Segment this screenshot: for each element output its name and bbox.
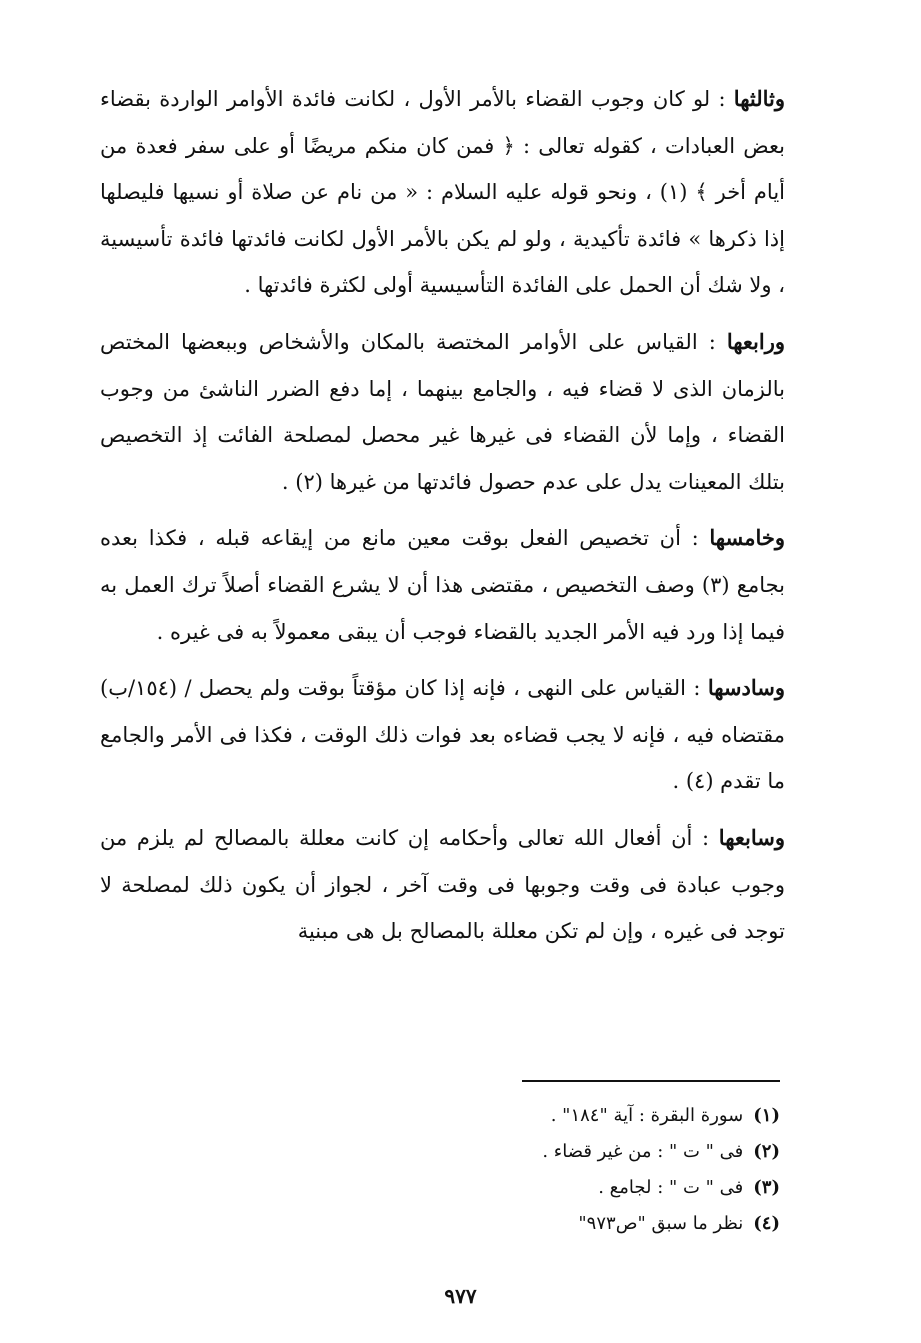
paragraph-fourth (100, 319, 785, 505)
paragraph-fifth (100, 515, 785, 655)
footnote-text: فى " ت " : لجامع . (598, 1177, 744, 1198)
paragraph-lead: وسابعها (718, 824, 785, 850)
paragraph-lead: وثالثها (733, 86, 785, 111)
paragraph-lead: ورابعها (726, 328, 785, 354)
footnote-number: (١) (753, 1105, 780, 1126)
page-number: ٩٧٧ (444, 1284, 477, 1308)
footnote-item (300, 1134, 780, 1170)
paragraph-third (100, 76, 785, 309)
main-text (100, 76, 785, 965)
paragraph-sixth (100, 665, 785, 805)
footnote-number: (٤) (753, 1213, 780, 1234)
paragraph-body: : لو كان وجوب القضاء بالأمر الأول ، لكانت فائدة الأوامر الواردة بقضاء بعض العبادات ، كقوله تعالى : ﴿ فمن كان منكم مريضًا أو على سفر فعدة من أيام أخر ﴾ (١) ، ونحو قوله عليه السلام : « من نام عن صلاة أو نسيها فليصلها إذا ذكرها » فائدة تأكيدية ، ولو لم يكن بالأمر الأول لكانت فائدتها فائدة تأسيسية ، ولا شك أن الحمل على الفائدة التأسيسية أولى لكثرة فائدتها . (100, 87, 785, 298)
footnotes-list (300, 1098, 780, 1242)
footnote-number: (٣) (753, 1177, 780, 1198)
paragraph-seventh (100, 815, 785, 955)
paragraph-lead: وخامسها (709, 525, 785, 551)
footnote-item (300, 1170, 780, 1206)
footnote-text: فى " ت " : من غير قضاء . (542, 1141, 744, 1162)
footnote-item (300, 1206, 780, 1242)
paragraph-lead: وسادسها (707, 675, 785, 701)
paragraph-body: : أن أفعال الله تعالى وأحكامه إن كانت معللة بالمصالح لم يلزم من وجوب عبادة فى وقت وجوبها فى وقت آخر ، لجواز أن يكون ذلك لمصلحة لا توجد فى غيره ، وإن لم تكن معللة بالمصالح بل هى مبنية (100, 825, 785, 944)
footnote-number: (٢) (753, 1141, 780, 1162)
paragraph-body: : أن تخصيص الفعل بوقت معين مانع من إيقاعه قبله ، فكذا بعده بجامع (٣) وصف التخصيص ، مقتضى هذا أن لا يشرع القضاء أصلاً ترك العمل به فيما إذا ورد فيه الأمر الجديد بالقضاء فوجب أن يبقى معمولاً به فى غيره . (100, 526, 785, 644)
paragraph-body: : القياس على الأوامر المختصة بالمكان والأشخاص وببعضها المختص بالزمان الذى لا قضاء فيه ، والجامع بينهما ، إما دفع الضرر الناشئ من وجوب القضاء ، وإما لأن القضاء فى غيرها غير محصل لمصلحة الفائت إذ التخصيص بتلك المعينات يدل على عدم حصول فائدتها من غيرها (٢) . (100, 329, 785, 494)
footnote-text: سورة البقرة : آية "١٨٤" . (550, 1105, 744, 1126)
footnote-divider (522, 1080, 780, 1082)
paragraph-body: : القياس على النهى ، فإنه إذا كان مؤقتاً بوقت ولم يحصل / (١٥٤/ب) مقتضاه فيه ، فإنه لا يجب قضاءه بعد فوات ذلك الوقت ، فكذا فى الأمر والجامع ما تقدم (٤) . (100, 676, 785, 794)
footnote-text: نظر ما سبق "ص٩٧٣" (578, 1213, 744, 1234)
footnote-item (300, 1098, 780, 1134)
